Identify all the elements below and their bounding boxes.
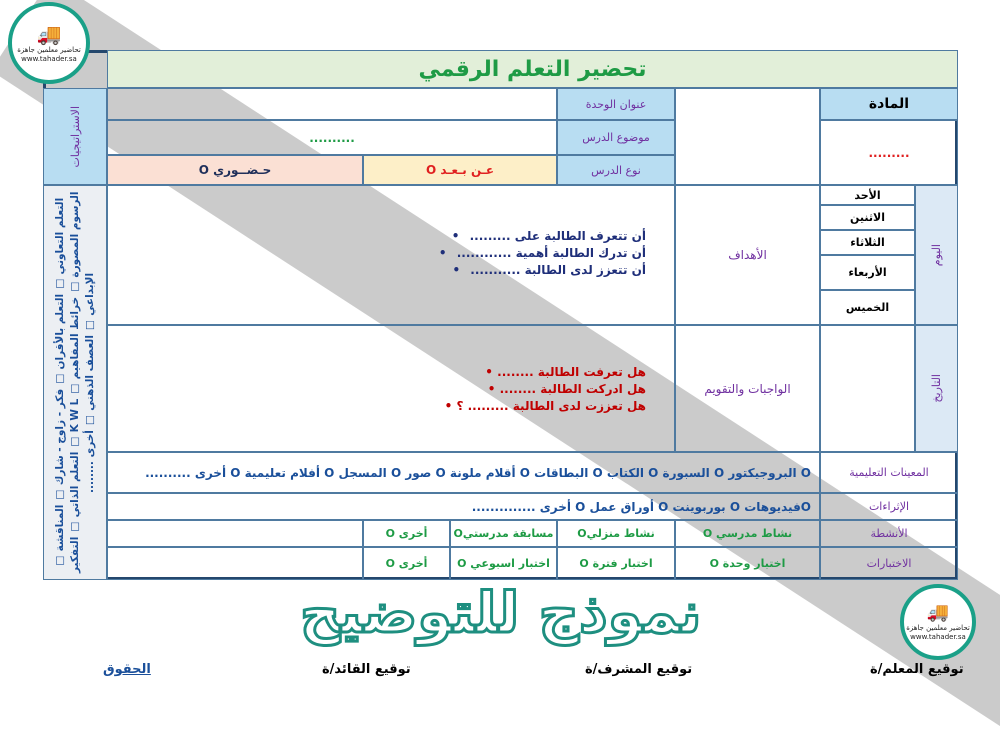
rights-link[interactable]: الحقوق [103, 662, 151, 677]
strategies-label-text: الاستراتيجيات [68, 105, 82, 168]
test-blank [107, 547, 363, 580]
day-thursday[interactable]: الخميس [820, 290, 915, 325]
aids-options[interactable]: O البروجيكتور O السبورة O الكتاب O البطاقات O أقلام ملونة O صور O المسجل O أفلام تعليمية O أخرى .......... [107, 452, 820, 493]
objectives-label: الأهداف [675, 185, 820, 325]
day-monday[interactable]: الاثنين [820, 205, 915, 230]
evaluation-label: الواجبات والتقويم [675, 325, 820, 452]
page-title: تحضير التعلم الرقمي [107, 50, 958, 88]
evaluation-cell[interactable] [107, 325, 675, 452]
logo-name: تحاضير معلمين جاهزة [906, 624, 970, 632]
day-tuesday[interactable]: الثلاثاء [820, 230, 915, 255]
remote-option[interactable]: عـن بـعـد O [363, 155, 557, 185]
activities-label: الأنشطة [820, 520, 958, 547]
test-weekly[interactable]: اختبار اسبوعي O [450, 547, 557, 580]
test-period[interactable]: اختبار فترة O [557, 547, 675, 580]
logo-url: www.tahader.sa [910, 633, 966, 641]
aids-label: المعينات التعليمية [820, 452, 958, 493]
lesson-topic-label: موضوع الدرس [557, 120, 675, 155]
date-label-text: التاريخ [930, 374, 943, 403]
logo-top [8, 2, 90, 84]
lesson-topic-field[interactable]: .......... [107, 120, 557, 155]
date-field[interactable] [820, 325, 915, 452]
activity-home[interactable]: نشاط منزليO [557, 520, 675, 547]
subject-value[interactable]: ......... [820, 120, 958, 185]
blank-cell [675, 88, 820, 185]
objective-item: أن تدرك الطالبة أهمية ............ • [439, 245, 646, 262]
evaluation-list [445, 364, 646, 415]
activity-blank [107, 520, 363, 547]
teacher-signature: توقيع المعلم/ة [870, 662, 964, 677]
strategies-list[interactable] [43, 185, 107, 580]
day-label-text: اليوم [930, 243, 943, 267]
watermark-text: نموذج للتوضيح [300, 581, 702, 646]
unit-field[interactable] [107, 88, 557, 120]
test-other[interactable]: أخرى O [363, 547, 450, 580]
objectives-list [439, 228, 646, 279]
activity-competition[interactable]: مسابقة مدرستيO [450, 520, 557, 547]
strategies-text: التعلم التعاوني □ التعلم بالأقران □ فكر - زاوج - شارك □ المناقشة □ الرسوم المصورة □ خرائط المفاهيم □ K W L □ التعلم الذاتي □ التفكير الإبداعي □ العصف الذهني □ أخرى ........ [53, 191, 96, 574]
objective-item: أن تتعزز لدى الطالبة ........... • [439, 262, 646, 279]
unit-label: عنوان الوحدة [557, 88, 675, 120]
date-label [915, 325, 958, 452]
supervisor-signature: توقيع المشرف/ة [585, 662, 693, 677]
activity-other[interactable]: أخرى O [363, 520, 450, 547]
tests-label: الاختبارات [820, 547, 958, 580]
evaluation-item: هل تعززت لدى الطالبة ......... ؟ • [445, 398, 646, 415]
truck-icon: 🚚 [926, 602, 950, 623]
day-label [915, 185, 958, 325]
objective-item: أن تتعرف الطالبة على ......... • [439, 228, 646, 245]
test-unit[interactable]: اختبار وحدة O [675, 547, 820, 580]
inperson-option[interactable]: حـضــوري O [107, 155, 363, 185]
enrichment-label: الإثراءات [820, 493, 958, 520]
evaluation-item: هل تعرفت الطالبة ........ • [445, 364, 646, 381]
day-wednesday[interactable]: الأربعاء [820, 255, 915, 290]
logo-name: تحاضير معلمين جاهزة [17, 46, 81, 54]
lesson-type-label: نوع الدرس [557, 155, 675, 185]
logo-url: www.tahader.sa [21, 55, 77, 63]
logo-bottom [900, 584, 976, 660]
evaluation-item: هل ادركت الطالبة ........ • [445, 381, 646, 398]
activity-school[interactable]: نشاط مدرسي O [675, 520, 820, 547]
objectives-cell[interactable] [107, 185, 675, 325]
truck-icon: 🚚 [36, 22, 62, 46]
principal-signature: توقيع القائد/ة [322, 662, 411, 677]
subject-label: المادة [820, 88, 958, 120]
day-sunday[interactable]: الأحد [820, 185, 915, 205]
enrichment-options[interactable]: Oفيديوهات O بوربوينت O أوراق عمل O أخرى .............. [107, 493, 820, 520]
strategies-label [43, 88, 107, 185]
